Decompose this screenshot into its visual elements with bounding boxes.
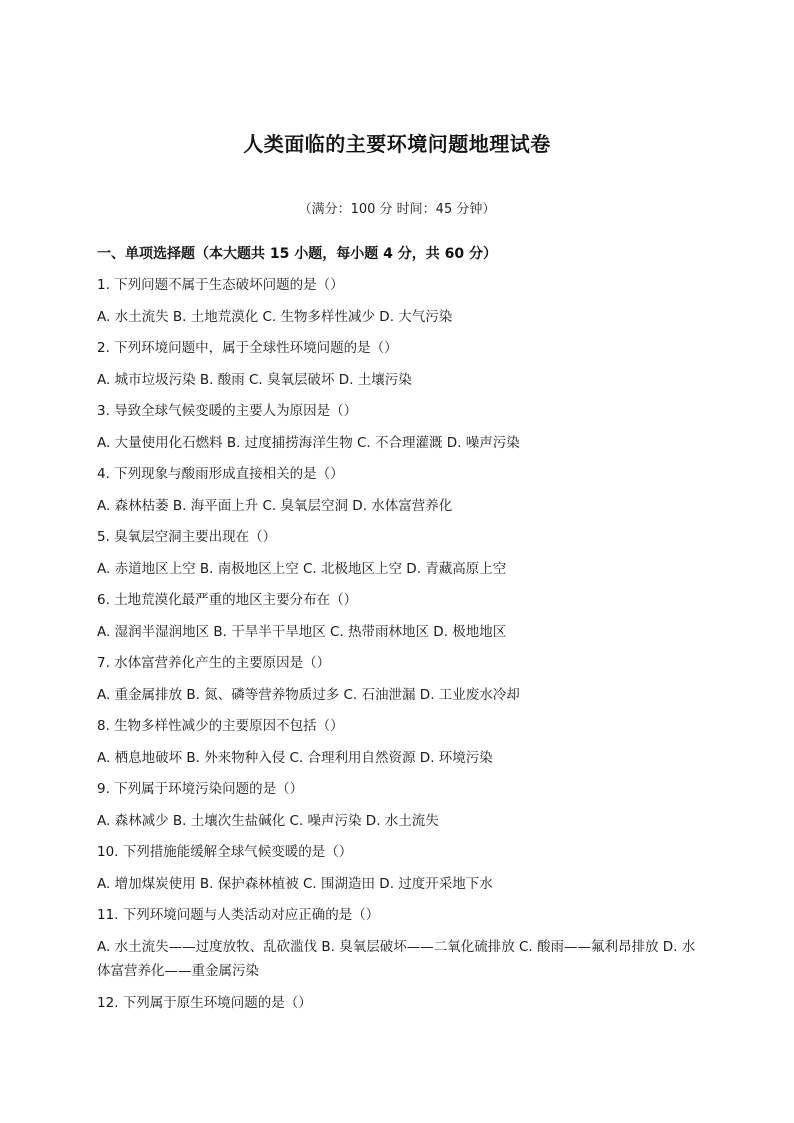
question-stem: 2. 下列环境问题中，属于全球性环境问题的是（） bbox=[97, 340, 398, 356]
page-title: 人类面临的主要环境问题地理试卷 bbox=[243, 132, 551, 156]
question-options: A. 赤道地区上空 B. 南极地区上空 C. 北极地区上空 D. 青藏高原上空 bbox=[97, 560, 507, 577]
question-stem: 10. 下列措施能缓解全球气候变暖的是（） bbox=[97, 844, 353, 860]
question-5 bbox=[97, 527, 702, 579]
question-12 bbox=[97, 993, 702, 1013]
question-stem: 12. 下列属于原生环境问题的是（） bbox=[97, 994, 312, 1011]
question-options: A. 水土流失——过度放牧、乱砍滥伐 B. 臭氧层破坏——二氧化硫排放 C. 酸雨——氟利昂排放 D. 水体富营养化——重金属污染 bbox=[97, 938, 696, 979]
exam-info: （满分：100 分 时间：45 分钟） bbox=[298, 202, 496, 217]
question-3 bbox=[97, 401, 702, 453]
question-stem: 6. 土地荒漠化最严重的地区主要分布在（） bbox=[97, 592, 358, 608]
question-options: A. 城市垃圾污染 B. 酸雨 C. 臭氧层破坏 D. 土壤污染 bbox=[97, 371, 412, 388]
question-options: A. 森林枯萎 B. 海平面上升 C. 臭氧层空洞 D. 水体富营养化 bbox=[97, 497, 453, 514]
question-options: A. 增加煤炭使用 B. 保护森林植被 C. 围湖造田 D. 过度开采地下水 bbox=[97, 875, 493, 892]
section-heading: 一、单项选择题（本大题共 15 小题，每小题 4 分，共 60 分） bbox=[97, 246, 497, 262]
question-stem: 8. 生物多样性减少的主要原因不包括（） bbox=[97, 718, 344, 734]
question-stem: 4. 下列现象与酸雨形成直接相关的是（） bbox=[97, 466, 344, 482]
question-options: A. 森林减少 B. 土壤次生盐碱化 C. 噪声污染 D. 水土流失 bbox=[97, 812, 439, 829]
question-9 bbox=[97, 779, 702, 831]
question-2 bbox=[97, 338, 702, 390]
question-1 bbox=[97, 275, 702, 327]
question-stem: 11. 下列环境问题与人类活动对应正确的是（） bbox=[97, 907, 380, 923]
question-stem: 7. 水体富营养化产生的主要原因是（） bbox=[97, 655, 331, 671]
question-6 bbox=[97, 590, 702, 642]
question-stem: 5. 臭氧层空洞主要出现在（） bbox=[97, 529, 277, 545]
question-list bbox=[97, 275, 702, 1024]
question-10 bbox=[97, 842, 702, 894]
question-options: A. 大量使用化石燃料 B. 过度捕捞海洋生物 C. 不合理灌溉 D. 噪声污染 bbox=[97, 434, 520, 451]
question-stem: 9. 下列属于环境污染问题的是（） bbox=[97, 781, 304, 797]
question-options: A. 栖息地破坏 B. 外来物种入侵 C. 合理利用自然资源 D. 环境污染 bbox=[97, 749, 493, 766]
question-11 bbox=[97, 905, 702, 983]
question-8 bbox=[97, 716, 702, 768]
question-7 bbox=[97, 653, 702, 705]
question-options: A. 湿润半湿润地区 B. 干旱半干旱地区 C. 热带雨林地区 D. 极地地区 bbox=[97, 623, 507, 640]
question-4 bbox=[97, 464, 702, 516]
question-stem: 3. 导致全球气候变暖的主要人为原因是（） bbox=[97, 403, 358, 419]
question-stem: 1. 下列问题不属于生态破坏问题的是（） bbox=[97, 277, 344, 293]
question-options: A. 重金属排放 B. 氮、磷等营养物质过多 C. 石油泄漏 D. 工业废水冷却 bbox=[97, 686, 520, 703]
question-options: A. 水土流失 B. 土地荒漠化 C. 生物多样性减少 D. 大气污染 bbox=[97, 308, 453, 325]
